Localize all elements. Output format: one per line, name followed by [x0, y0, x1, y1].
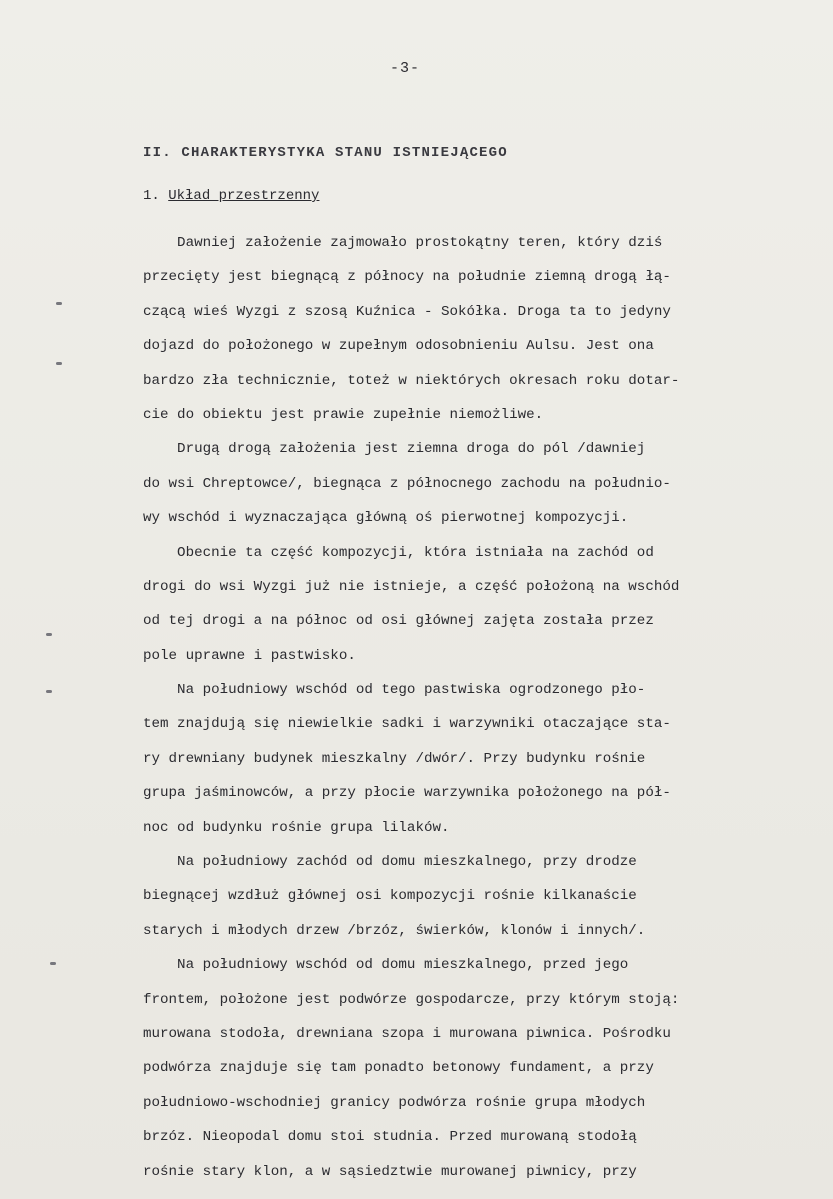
text-line: Drugą drogą założenia jest ziemna droga do pól /dawniej [143, 441, 646, 458]
text-line: południowo-wschodniej granicy podwórza rośnie grupa młodych [143, 1094, 646, 1111]
text-line: przecięty jest biegnącą z północy na południe ziemną drogą łą- [143, 269, 671, 286]
margin-mark [46, 633, 52, 636]
margin-mark [50, 962, 56, 965]
text-line: rośnie stary klon, a w sąsiedztwie murowanej piwnicy, przy [143, 1163, 637, 1180]
subsection-title: Układ przestrzenny [168, 188, 320, 204]
text-line: dojazd do położonego w zupełnym odosobnieniu Aulsu. Jest ona [143, 338, 654, 355]
text-line: do wsi Chreptowce/, biegnąca z północnego zachodu na południo- [143, 475, 671, 492]
text-line: od tej drogi a na północ od osi głównej zajęta została przez [143, 613, 654, 630]
text-line: czącą wieś Wyzgi z szosą Kuźnica - Sokółka. Droga ta to jedyny [143, 303, 671, 320]
text-line: pole uprawne i pastwisko. [143, 647, 356, 664]
text-line: Na południowy zachód od domu mieszkalnego, przy drodze [143, 854, 637, 871]
text-line: frontem, położone jest podwórze gospodarcze, przy którym stoją: [143, 991, 680, 1008]
margin-mark [56, 362, 62, 365]
text-line: bardzo zła technicznie, toteż w niektórych okresach roku dotar- [143, 372, 680, 389]
margin-mark [46, 690, 52, 693]
page-number: -3- [390, 60, 421, 77]
text-line: Na południowy wschód od tego pastwiska ogrodzonego pło- [143, 682, 646, 699]
text-line: cie do obiektu jest prawie zupełnie niemożliwe. [143, 406, 544, 423]
text-line: tem znajdują się niewielkie sadki i warzywniki otaczające sta- [143, 716, 671, 733]
text-line: Obecnie ta część kompozycji, która istniała na zachód od [143, 544, 654, 561]
body-text [143, 226, 813, 1189]
text-line: noc od budynku rośnie grupa lilaków. [143, 819, 450, 836]
text-line: brzóz. Nieopodal domu stoi studnia. Przed murowaną stodołą [143, 1129, 637, 1146]
text-line: grupa jaśminowców, a przy płocie warzywnika położonego na pół- [143, 785, 671, 802]
text-line: starych i młodych drzew /brzóz, świerków, klonów i innych/. [143, 922, 646, 939]
text-line: biegnącej wzdłuż głównej osi kompozycji rośnie kilkanaście [143, 888, 637, 905]
subsection-number: 1. [143, 188, 160, 204]
margin-mark [56, 302, 62, 305]
text-line: murowana stodoła, drewniana szopa i murowana piwnica. Pośrodku [143, 1025, 671, 1042]
text-line: drogi do wsi Wyzgi już nie istnieje, a część położoną na wschód [143, 578, 680, 595]
section-heading: II. CHARAKTERYSTYKA STANU ISTNIEJĄCEGO [143, 145, 508, 161]
text-line: podwórza znajduje się tam ponadto betonowy fundament, a przy [143, 1060, 654, 1077]
subsection-heading [143, 188, 319, 204]
text-line: wy wschód i wyznaczająca główną oś pierwotnej kompozycji. [143, 510, 629, 527]
text-line: Na południowy wschód od domu mieszkalnego, przed jego [143, 957, 629, 974]
text-line: Dawniej założenie zajmowało prostokątny teren, który dziś [143, 235, 663, 251]
text-line: ry drewniany budynek mieszkalny /dwór/. Przy budynku rośnie [143, 750, 646, 767]
